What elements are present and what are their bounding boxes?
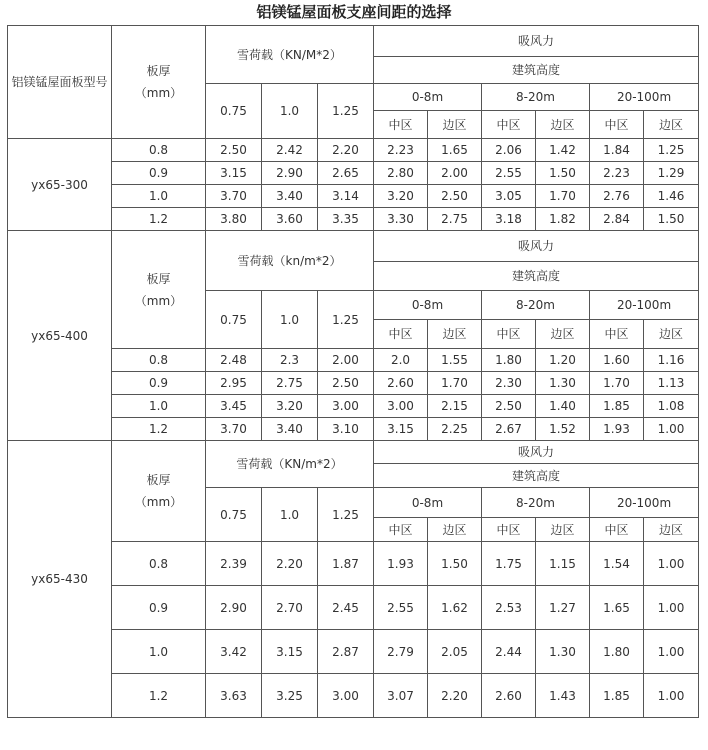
spacing-value: 2.00	[428, 162, 482, 185]
snow-load-value: 1.0	[262, 291, 318, 349]
spacing-value: 2.55	[482, 162, 536, 185]
model-header-cell	[8, 26, 112, 139]
edge-zone-header: 边区	[536, 111, 590, 139]
spacing-value: 3.25	[262, 674, 318, 718]
spacing-value: 1.55	[428, 349, 482, 372]
wind-suction-header: 吸风力	[374, 26, 699, 57]
edge-zone-header: 边区	[644, 111, 699, 139]
spacing-value: 2.75	[428, 208, 482, 231]
edge-zone-header: 边区	[644, 320, 699, 349]
spacing-value: 3.00	[318, 674, 374, 718]
spacing-value: 1.00	[644, 542, 699, 586]
spacing-value: 1.46	[644, 185, 699, 208]
thickness-label: 板厚	[146, 473, 171, 487]
spacing-value: 2.00	[318, 349, 374, 372]
edge-zone-header: 边区	[536, 518, 590, 542]
table-row	[8, 395, 699, 418]
height-zone-header: 0-8m	[374, 488, 482, 518]
spacing-value: 1.40	[536, 395, 590, 418]
table-row	[8, 542, 699, 586]
table-row	[8, 185, 699, 208]
model-name: yx65-300	[31, 177, 88, 192]
spacing-value: 1.00	[644, 586, 699, 630]
section-header-row	[8, 441, 699, 464]
height-zone-header: 20-100m	[590, 291, 699, 320]
spacing-value: 1.93	[374, 542, 428, 586]
thickness-value: 1.2	[112, 674, 206, 718]
support-spacing-table	[7, 25, 699, 718]
spacing-value: 2.90	[262, 162, 318, 185]
spacing-value: 2.20	[428, 674, 482, 718]
spacing-value: 1.50	[536, 162, 590, 185]
spacing-value: 1.20	[536, 349, 590, 372]
height-zone-header: 20-100m	[590, 488, 699, 518]
table-row	[8, 139, 699, 162]
mid-zone-header: 中区	[374, 320, 428, 349]
mid-zone-header: 中区	[590, 320, 644, 349]
thickness-header-cell	[112, 231, 206, 349]
spacing-value: 3.35	[318, 208, 374, 231]
spacing-value: 1.70	[536, 185, 590, 208]
spacing-value: 1.08	[644, 395, 699, 418]
spacing-value: 1.82	[536, 208, 590, 231]
snow-load-value: 1.0	[262, 84, 318, 139]
mid-zone-header: 中区	[590, 111, 644, 139]
spacing-value: 2.50	[318, 372, 374, 395]
spacing-value: 1.70	[590, 372, 644, 395]
spacing-value: 1.50	[644, 208, 699, 231]
snow-load-label: 雪荷载（KN/M*2）	[237, 47, 342, 62]
spacing-value: 1.80	[590, 630, 644, 674]
spacing-value: 2.20	[262, 542, 318, 586]
building-height-header: 建筑高度	[374, 262, 699, 291]
spacing-value: 2.05	[428, 630, 482, 674]
model-name-cell	[8, 441, 112, 718]
mid-zone-header: 中区	[482, 111, 536, 139]
thickness-value: 1.0	[112, 395, 206, 418]
building-height-header: 建筑高度	[374, 464, 699, 488]
thickness-value: 1.2	[112, 418, 206, 441]
model-name: yx65-430	[31, 572, 88, 586]
thickness-value: 1.0	[112, 630, 206, 674]
spacing-value: 1.25	[644, 139, 699, 162]
thickness-value: 0.9	[112, 372, 206, 395]
height-zone-header: 8-20m	[482, 84, 590, 111]
spacing-value: 3.63	[206, 674, 262, 718]
spacing-value: 1.30	[536, 630, 590, 674]
spacing-value: 3.70	[206, 185, 262, 208]
spacing-value: 3.14	[318, 185, 374, 208]
spacing-value: 3.42	[206, 630, 262, 674]
spacing-value: 2.95	[206, 372, 262, 395]
spacing-value: 1.85	[590, 674, 644, 718]
table-row	[8, 674, 699, 718]
spacing-value: 2.70	[262, 586, 318, 630]
spacing-value: 3.07	[374, 674, 428, 718]
spacing-value: 2.87	[318, 630, 374, 674]
snow-load-value: 1.0	[262, 488, 318, 542]
spacing-value: 3.45	[206, 395, 262, 418]
spacing-value: 3.40	[262, 418, 318, 441]
spacing-value: 2.0	[374, 349, 428, 372]
snow-load-value: 0.75	[206, 84, 262, 139]
spacing-value: 2.65	[318, 162, 374, 185]
spacing-value: 3.40	[262, 185, 318, 208]
snow-load-label: 雪荷载（KN/m*2）	[236, 457, 343, 471]
table-row	[8, 162, 699, 185]
thickness-unit: （mm）	[134, 293, 183, 308]
spacing-value: 1.43	[536, 674, 590, 718]
snow-load-value: 1.25	[318, 291, 374, 349]
spacing-value: 1.87	[318, 542, 374, 586]
spacing-value: 1.60	[590, 349, 644, 372]
spacing-value: 1.30	[536, 372, 590, 395]
spacing-value: 2.53	[482, 586, 536, 630]
building-height-header: 建筑高度	[374, 57, 699, 84]
spacing-value: 1.00	[644, 674, 699, 718]
thickness-value: 0.9	[112, 586, 206, 630]
thickness-header-cell	[112, 26, 206, 139]
spacing-value: 2.55	[374, 586, 428, 630]
thickness-label: 板厚	[146, 271, 171, 286]
spacing-value: 3.15	[206, 162, 262, 185]
wind-suction-header: 吸风力	[374, 441, 699, 464]
spacing-value: 1.54	[590, 542, 644, 586]
height-zone-header: 0-8m	[374, 291, 482, 320]
spacing-value: 2.90	[206, 586, 262, 630]
snow-load-value: 1.25	[318, 488, 374, 542]
model-name: yx65-400	[31, 328, 88, 343]
table-row	[8, 349, 699, 372]
thickness-label: 板厚	[146, 64, 171, 78]
thickness-value: 0.9	[112, 162, 206, 185]
spacing-value: 2.60	[482, 674, 536, 718]
section-header-row	[8, 231, 699, 262]
spacing-value: 1.65	[590, 586, 644, 630]
table-row	[8, 208, 699, 231]
spacing-value: 2.84	[590, 208, 644, 231]
spacing-value: 1.93	[590, 418, 644, 441]
spacing-value: 2.80	[374, 162, 428, 185]
spacing-value: 1.16	[644, 349, 699, 372]
spacing-value: 3.80	[206, 208, 262, 231]
thickness-value: 0.8	[112, 139, 206, 162]
snow-load-value: 0.75	[206, 291, 262, 349]
height-zone-header: 8-20m	[482, 488, 590, 518]
height-zone-header: 8-20m	[482, 291, 590, 320]
spacing-value: 2.39	[206, 542, 262, 586]
spacing-value: 1.80	[482, 349, 536, 372]
model-name-cell	[8, 139, 112, 231]
spacing-value: 1.29	[644, 162, 699, 185]
spacing-value: 2.06	[482, 139, 536, 162]
spacing-value: 3.20	[262, 395, 318, 418]
mid-zone-header: 中区	[482, 518, 536, 542]
spacing-value: 2.75	[262, 372, 318, 395]
spacing-value: 2.50	[428, 185, 482, 208]
spacing-value: 1.52	[536, 418, 590, 441]
spacing-value: 1.62	[428, 586, 482, 630]
edge-zone-header: 边区	[536, 320, 590, 349]
snow-load-header	[206, 26, 374, 84]
thickness-unit: （mm）	[134, 86, 183, 100]
edge-zone-header: 边区	[644, 518, 699, 542]
spacing-value: 3.05	[482, 185, 536, 208]
table-row	[8, 372, 699, 395]
spacing-value: 2.23	[374, 139, 428, 162]
height-zone-header: 20-100m	[590, 84, 699, 111]
spacing-value: 1.85	[590, 395, 644, 418]
table-row	[8, 586, 699, 630]
spacing-value: 2.44	[482, 630, 536, 674]
page-title: 铝镁锰屋面板支座间距的选择	[256, 3, 452, 21]
spacing-value: 3.00	[374, 395, 428, 418]
spacing-value: 3.30	[374, 208, 428, 231]
edge-zone-header: 边区	[428, 518, 482, 542]
spacing-value: 3.70	[206, 418, 262, 441]
spacing-value: 1.70	[428, 372, 482, 395]
spacing-value: 2.79	[374, 630, 428, 674]
snow-load-label: 雪荷载（kn/m*2）	[237, 253, 342, 268]
spacing-value: 2.15	[428, 395, 482, 418]
mid-zone-header: 中区	[374, 111, 428, 139]
spacing-value: 1.27	[536, 586, 590, 630]
height-zone-header: 0-8m	[374, 84, 482, 111]
mid-zone-header: 中区	[482, 320, 536, 349]
spacing-value: 2.67	[482, 418, 536, 441]
thickness-header-cell	[112, 441, 206, 542]
spacing-value: 2.76	[590, 185, 644, 208]
spacing-value: 2.30	[482, 372, 536, 395]
spacing-value: 2.48	[206, 349, 262, 372]
spacing-value: 2.60	[374, 372, 428, 395]
spacing-value: 3.15	[374, 418, 428, 441]
model-header-label: 铝镁锰屋面板型号	[11, 75, 108, 89]
thickness-value: 1.0	[112, 185, 206, 208]
wind-suction-header: 吸风力	[374, 231, 699, 262]
spacing-value: 1.15	[536, 542, 590, 586]
spacing-value: 3.15	[262, 630, 318, 674]
spacing-value: 1.84	[590, 139, 644, 162]
edge-zone-header: 边区	[428, 111, 482, 139]
spacing-value: 2.23	[590, 162, 644, 185]
snow-load-value: 1.25	[318, 84, 374, 139]
snow-load-value: 0.75	[206, 488, 262, 542]
section-header-row	[8, 26, 699, 57]
spacing-value: 2.50	[482, 395, 536, 418]
spacing-value: 1.75	[482, 542, 536, 586]
spacing-value: 1.00	[644, 418, 699, 441]
spacing-value: 2.3	[262, 349, 318, 372]
spacing-value: 2.42	[262, 139, 318, 162]
thickness-value: 0.8	[112, 349, 206, 372]
spacing-value: 3.00	[318, 395, 374, 418]
thickness-value: 0.8	[112, 542, 206, 586]
spacing-value: 3.20	[374, 185, 428, 208]
spacing-value: 1.50	[428, 542, 482, 586]
spacing-value: 1.13	[644, 372, 699, 395]
spacing-value: 3.18	[482, 208, 536, 231]
snow-load-header	[206, 441, 374, 488]
thickness-unit: （mm）	[134, 495, 183, 509]
spacing-value: 2.25	[428, 418, 482, 441]
spacing-value: 1.42	[536, 139, 590, 162]
mid-zone-header: 中区	[374, 518, 428, 542]
mid-zone-header: 中区	[590, 518, 644, 542]
spacing-value: 2.50	[206, 139, 262, 162]
spacing-value: 3.60	[262, 208, 318, 231]
spacing-value: 2.45	[318, 586, 374, 630]
edge-zone-header: 边区	[428, 320, 482, 349]
table-row	[8, 630, 699, 674]
thickness-value: 1.2	[112, 208, 206, 231]
spacing-value: 3.10	[318, 418, 374, 441]
model-name-cell	[8, 231, 112, 441]
snow-load-header	[206, 231, 374, 291]
spacing-value: 1.00	[644, 630, 699, 674]
table-row	[8, 418, 699, 441]
spacing-value: 2.20	[318, 139, 374, 162]
spacing-value: 1.65	[428, 139, 482, 162]
